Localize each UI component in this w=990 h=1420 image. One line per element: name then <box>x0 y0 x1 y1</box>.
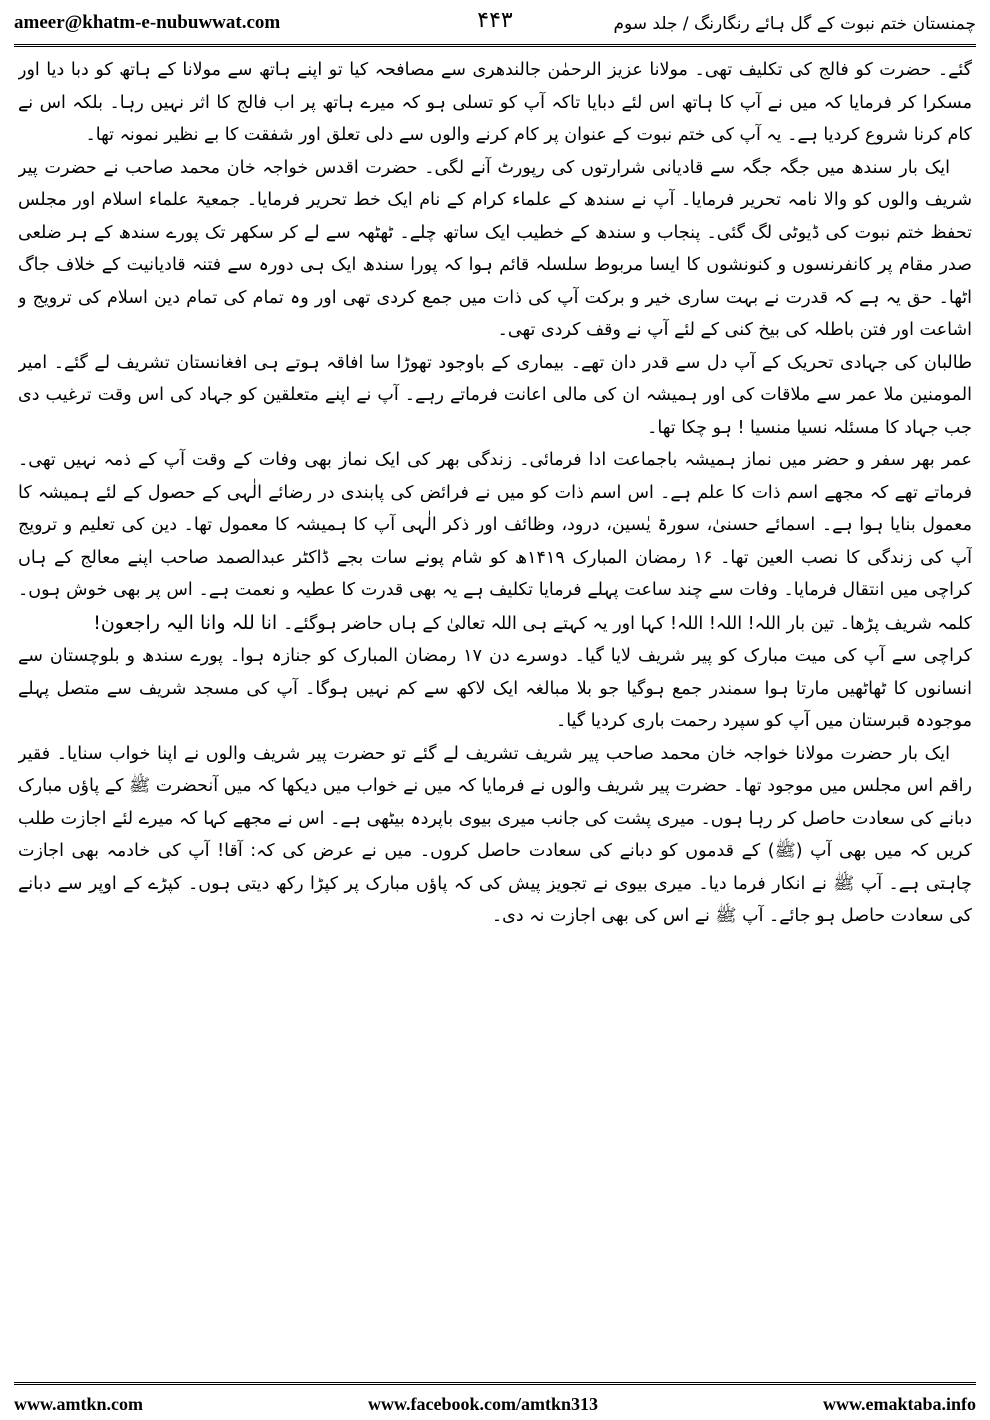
book-title: چمنستان ختم نبوت کے گل ہائے رنگارنگ / جلد سوم <box>613 13 976 34</box>
footer-rule <box>14 1382 976 1385</box>
paragraph-5: کراچی سے آپ کی میت مبارک کو پیر شریف لایا گیا۔ دوسرے دن ۱۷ رمضان المبارک کو جنازہ ہوا۔ پورے سندھ و بلوچستان سے انسانوں کا ٹھاٹھیں مارتا ہوا سمندر جمع ہوگیا جو بلا مبالغہ ایک لاکھ سے کم نہیں ہوگا۔ آپ کی مسجد شریف سے متصل پہلے موجودہ قبرستان میں آپ کو سپرد رحمت باری کردیا گیا۔ <box>18 646 972 731</box>
paragraph-2: ایک بار سندھ میں جگہ جگہ سے قادیانی شرارتوں کی رپورٹ آنے لگی۔ حضرت اقدس خواجہ خان محمد صاحب نے حضرت پیر شریف والوں کو والا نامہ تحریر فرمایا۔ آپ نے سندھ کے علماء کرام کے نام ایک خط تحریر فرمایا۔ جمعیۃ علماء اسلام اور مجلس تحفظ ختم نبوت کی ڈیوٹی لگ گئی۔ پنجاب و سندھ کے خطیب ایک ساتھ چلے۔ ٹھٹھہ سے لے کر سکھر تک پورے سندھ کے ہر ضلعی صدر مقام پر کانفرنسوں و کنونشوں کا ایسا مربوط سلسلہ قائم ہوا کہ پورا سندھ ایک ہی دورہ سے فتنہ قادیانیت کے خلاف جاگ اٹھا۔ حق یہ ہے کہ قدرت نے بہت ساری خیر و برکت آپ کی ذات میں جمع کردی تھی اور وہ تمام کی تمام دین اسلام کی ترویج و اشاعت اور فتن باطلہ کی بیخ کنی کے لئے آپ نے وقف کردی تھی۔ <box>18 157 972 340</box>
paragraph-3: طالبان کی جہادی تحریک کے آپ دل سے قدر دان تھے۔ بیماری کے باوجود تھوڑا سا افاقہ ہوتے ہی افغانستان تشریف لے گئے۔ امیر المومنین ملا عمر سے ملاقات کی اور ہمیشہ ان کی مالی اعانت فرماتے رہے۔ آپ نے اپنے متعلقین کو جہاد کی اس وقت ترغیب دی جب جہاد کا مسئلہ نسیا منسیا ! ہو چکا تھا۔ <box>18 352 972 438</box>
page-header <box>14 6 976 40</box>
paragraph-4-text: عمر بھر سفر و حضر میں نماز ہمیشہ باجماعت ادا فرمائی۔ زندگی بھر کی ایک نماز بھی وفات کے وقت آپ کے ذمہ نہیں تھی۔ فرماتے تھے کہ مجھے اسم ذات کا علم ہے۔ اس اسم ذات کو میں نے فرائض کی پابندی در رضائے الٰہی کے حصول کے لئے ہمیشہ کا معمول بنایا ہوا ہے۔ اسمائے حسنیٰ، سورۃ یٰسین، درود، وظائف اور ذکر الٰہی آپ کا ہمیشہ کا معمول تھا۔ دین کی تعلیم و ترویج آپ کی زندگی کا نصب العین تھا۔ ۱۶ رمضان المبارک ۱۴۱۹ھ کو شام پونے سات بجے ڈاکٹر عبدالصمد صاحب اپنے معالج کے ہاں کراچی میں انتقال فرمایا۔ وفات سے چند ساعت پہلے فرمایا تکلیف ہے یہ بھی قدرت کا عطیہ و نعمت ہے۔ اس پر بھی خوش ہوں۔ کلمہ شریف پڑھا۔ تین بار اللہ! اللہ! اللہ! کہا اور یہ کہتے ہی اللہ تعالیٰ کے ہاں حاضر ہوگئے۔ <box>18 450 972 634</box>
header-email[interactable]: ameer@khatm-e-nubuwwat.com <box>14 12 281 33</box>
page-footer <box>14 1392 976 1416</box>
page-number: ۴۴۳ <box>477 8 513 33</box>
paragraph-1: گئے۔ حضرت کو فالج کی تکلیف تھی۔ مولانا عزیز الرحمٰن جالندھری سے مصافحہ کیا تو اپنے ہاتھ سے مولانا کے ہاتھ کو دبا دیا اور مسکرا کر فرمایا کہ میں نے آپ کا ہاتھ اس لئے دبایا تاکہ آپ کو تسلی ہو کہ میرے ہاتھ پر اب فالج کا اثر نہیں رہا۔ بلکہ اس نے کام کرنا شروع کردیا ہے۔ یہ آپ کی ختم نبوت کے عنوان پر کام کرنے والوں سے دلی تعلق اور شفقت کا بے نظیر نمونہ تھا۔ <box>18 60 972 145</box>
footer-link-emaktaba[interactable]: www.emaktaba.info <box>822 1393 976 1414</box>
arabic-phrase: انا للہ وانا الیہ راجعون! <box>93 611 278 634</box>
header-rule <box>14 44 976 47</box>
paragraph-6: ایک بار حضرت مولانا خواجہ خان محمد صاحب پیر شریف تشریف لے گئے تو حضرت پیر شریف والوں نے اپنا خواب سنایا۔ فقیر راقم اس مجلس میں موجود تھا۔ حضرت پیر شریف والوں نے فرمایا کہ میں نے خواب میں دیکھا کہ میں آنحضرت ﷺ کے پاؤں مبارک دبانے کی سعادت حاصل کر رہا ہوں۔ میری پشت کی جانب میری بیوی باپردہ بیٹھی ہے۔ اس نے مجھے کہا کہ میرے لئے اجازت طلب کریں کہ میں بھی آپ (ﷺ) کے قدموں کو دبانے کی سعادت حاصل کروں۔ میں نے عرض کی کہ: آقا! آپ کی خادمہ بھی اجازت چاہتی ہے۔ آپ ﷺ نے انکار فرما دیا۔ میری بیوی نے تجویز پیش کی کہ پاؤں مبارک پر کپڑا رکھ دیتی ہوں۔ کپڑے کے اوپر سے دبانے کی سعادت حاصل ہو جائے۔ آپ ﷺ نے اس کی بھی اجازت نہ دی۔ <box>18 743 972 926</box>
paragraph-4 <box>18 444 972 640</box>
footer-link-facebook[interactable]: www.facebook.com/amtkn313 <box>367 1393 598 1414</box>
page-body <box>18 54 972 1372</box>
footer-link-amtkn[interactable]: www.amtkn.com <box>14 1393 143 1414</box>
